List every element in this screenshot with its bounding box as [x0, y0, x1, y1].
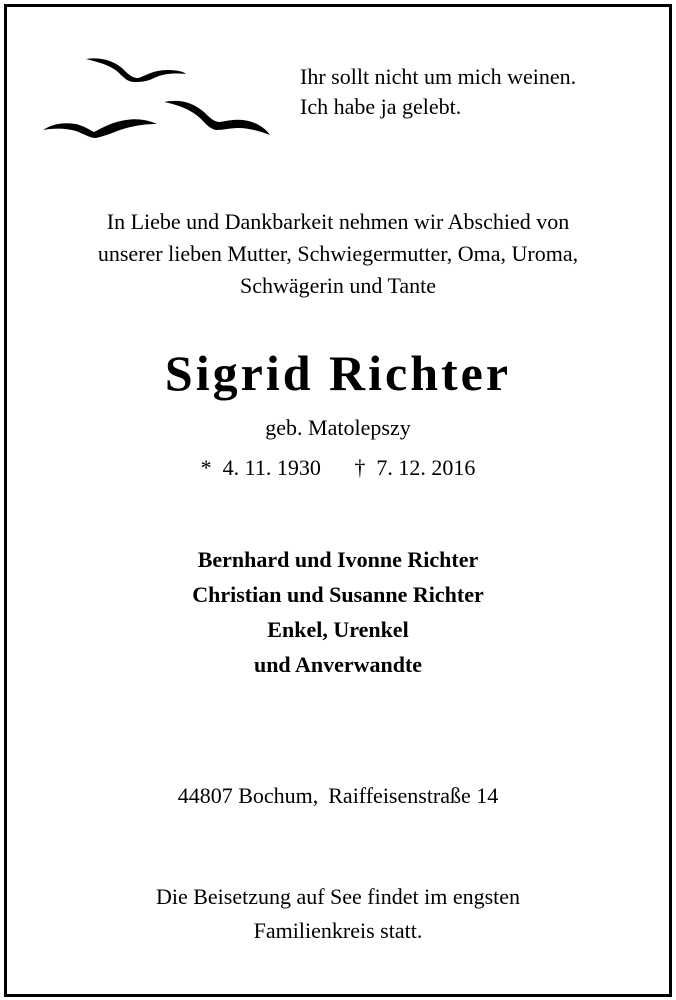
- address: [0, 781, 676, 811]
- address-street: Raiffeisenstraße 14: [328, 783, 499, 808]
- intro-line-3: Schwägerin und Tante: [239, 273, 436, 298]
- funeral-note: [0, 880, 676, 948]
- mourner-line: Bernhard und Ivonne Richter: [197, 547, 479, 572]
- deceased-name: Sigrid Richter: [164, 345, 512, 401]
- death-date: 7. 12. 2016: [376, 455, 476, 480]
- birth-date: 4. 11. 1930: [222, 455, 321, 480]
- funeral-note-line-1: Die Beisetzung auf See findet im engsten: [155, 884, 521, 909]
- birds-icon: [40, 52, 275, 142]
- bird-right-icon: [164, 101, 270, 135]
- bird-left-icon: [43, 119, 157, 138]
- mourner-line: Enkel, Urenkel: [267, 617, 409, 642]
- bird-top-icon: [86, 58, 186, 82]
- intro-text: [0, 206, 676, 302]
- funeral-note-line-2: Familienkreis statt.: [253, 918, 423, 943]
- motto-quote: [300, 62, 576, 122]
- mourner-line: Christian und Susanne Richter: [192, 582, 484, 607]
- motto-line-1: Ihr sollt nicht um mich weinen.: [300, 64, 577, 89]
- maiden-name: geb. Matolepszy: [265, 415, 411, 440]
- birth-symbol: *: [200, 455, 212, 480]
- mourners-list: [0, 542, 676, 682]
- life-dates: [0, 453, 676, 483]
- address-city: 44807 Bochum,: [177, 783, 319, 808]
- death-symbol: †: [354, 455, 366, 480]
- motto-line-2: Ich habe ja gelebt.: [300, 94, 462, 119]
- mourner-line: und Anverwandte: [253, 652, 423, 677]
- intro-line-1: In Liebe und Dankbarkeit nehmen wir Abschied von: [106, 209, 570, 234]
- notice-border: [4, 4, 672, 997]
- intro-line-2: unserer lieben Mutter, Schwiegermutter, Oma, Uroma,: [97, 241, 579, 266]
